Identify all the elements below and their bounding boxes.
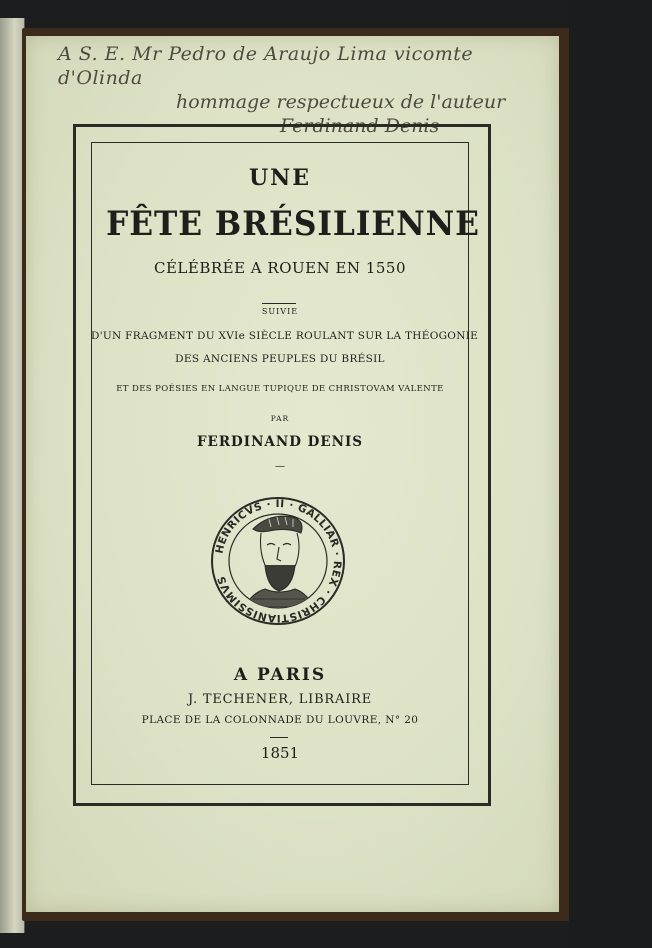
imprint-publisher: J. TECHENER, LIBRAIRE <box>187 692 373 707</box>
label-suivie: SUIVIE <box>261 307 299 316</box>
medallion-legend: HENRICVS · II · GALLIAR · REX · CHRISTIANISSIMVS <box>213 497 344 625</box>
title-une: UNE <box>248 165 312 191</box>
inscription-line-1: A S. E. Mr Pedro de Araujo Lima vicomte d'Olinda <box>58 43 474 89</box>
author-name: FERDINAND DENIS <box>196 434 364 450</box>
rule-above-suivie <box>262 303 296 304</box>
royal-medallion-portrait <box>209 495 347 627</box>
imprint-city: A PARIS <box>233 665 327 685</box>
subtitle-fragment-line-2: DES ANCIENS PEUPLES DU BRÉSIL <box>175 353 385 365</box>
imprint-address: PLACE DE LA COLONNADE DU LOUVRE, N° 20 <box>141 714 419 726</box>
subtitle-fragment-line-1: D'UN FRAGMENT DU XVIe SIÈCLE ROULANT SUR LA THÉOGONIE <box>91 330 479 342</box>
label-par: PAR <box>270 414 290 423</box>
scan-background <box>569 0 652 948</box>
inscription-signature: Ferdinand Denis <box>280 115 440 137</box>
inscription-line-2: hommage respectueux de l'auteur <box>176 91 506 113</box>
separator-dash: — <box>275 461 285 472</box>
subtitle-poesies: ET DES POÉSIES EN LANGUE TUPIQUE DE CHRISTOVAM VALENTE <box>116 384 444 394</box>
imprint-year: 1851 <box>260 744 300 762</box>
subtitle-celebree: CÉLÉBRÉE A ROUEN EN 1550 <box>153 259 406 277</box>
rule-above-year <box>270 737 288 738</box>
main-title: FÊTE BRÉSILIENNE <box>106 204 480 244</box>
